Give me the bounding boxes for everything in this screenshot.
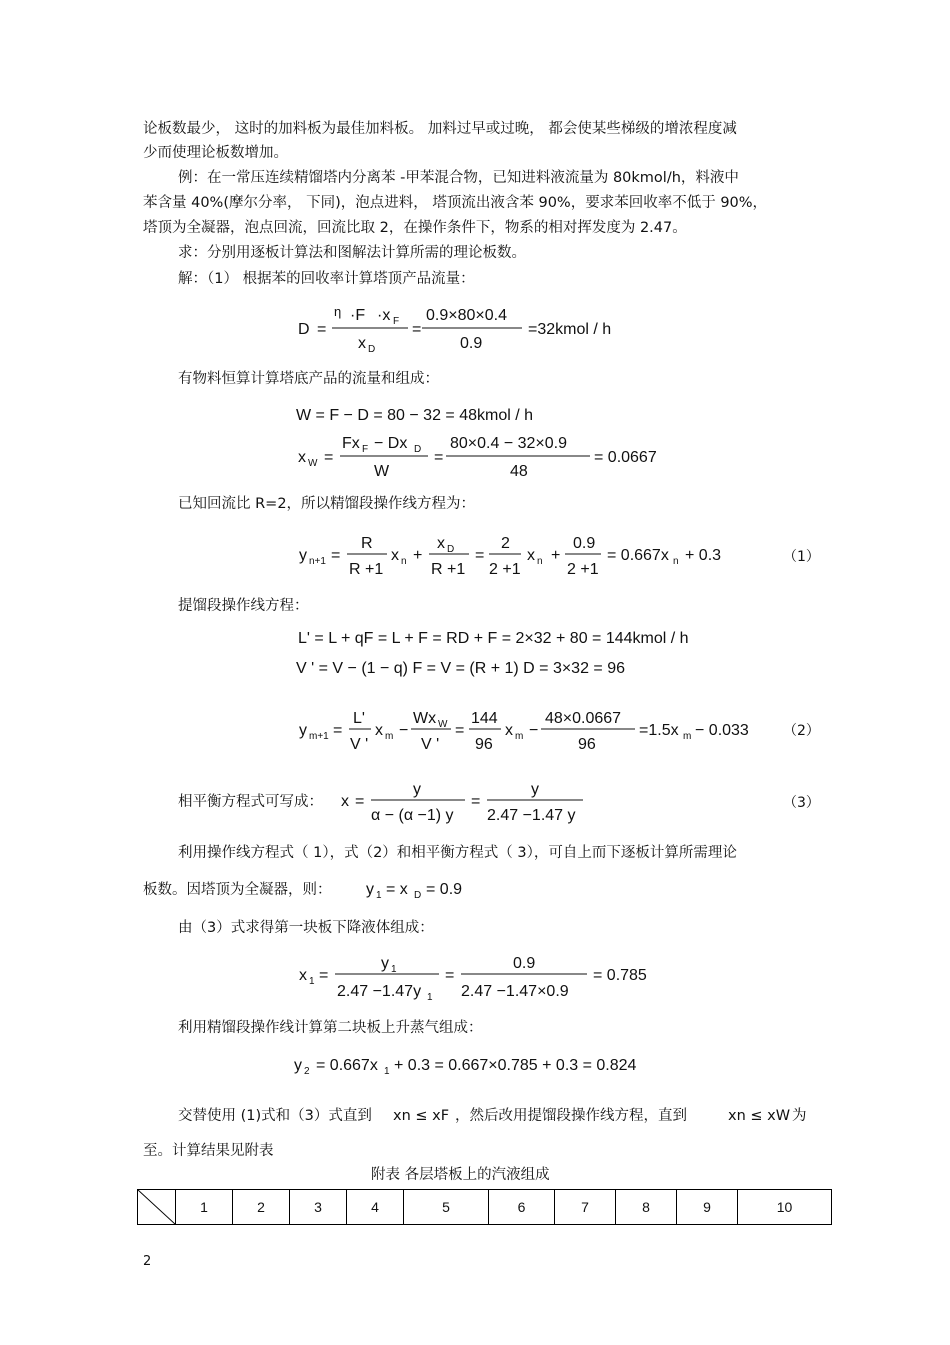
material-balance-line: 有物料恒算计算塔底产品的流量和组成： <box>178 371 439 387</box>
svg-text:2.47 −1.47 y: 2.47 −1.47 y <box>487 807 576 824</box>
svg-text:+: + <box>551 547 561 564</box>
composition-table <box>137 1189 832 1225</box>
svg-text:D: D <box>414 444 422 455</box>
svg-text:2: 2 <box>501 535 510 552</box>
table-header-cell: 8 <box>616 1190 677 1225</box>
svg-text:y: y <box>531 781 539 798</box>
svg-text:Fx: Fx <box>342 435 360 452</box>
svg-text:x: x <box>505 722 513 739</box>
svg-text:x: x <box>299 967 307 984</box>
svg-text:=1.5x: =1.5x <box>639 722 679 739</box>
equation-equilibrium <box>335 778 605 830</box>
svg-text:W: W <box>374 463 390 480</box>
svg-text:= x: = x <box>386 881 408 898</box>
table-header-cell: 3 <box>290 1190 347 1225</box>
svg-text:y: y <box>294 1057 302 1074</box>
svg-text:n+1: n+1 <box>309 556 326 567</box>
svg-text:R +1: R +1 <box>349 561 384 578</box>
svg-text:n: n <box>401 556 407 567</box>
svg-text:0.9: 0.9 <box>513 955 536 972</box>
svg-text:y: y <box>413 781 421 798</box>
svg-text:144: 144 <box>471 710 498 727</box>
svg-text:n: n <box>673 556 679 567</box>
svg-text:= 0.667x: = 0.667x <box>607 547 669 564</box>
table-header-cell: 4 <box>347 1190 404 1225</box>
svg-text:2 +1: 2 +1 <box>489 561 521 578</box>
svg-text:=: = <box>324 449 334 466</box>
equation-number: （2） <box>783 723 820 739</box>
para-line: 论板数最少， 这时的加料板为最佳加料板。 加料过早或过晚， 都会使某些梯级的增浓程度减 <box>143 121 737 137</box>
svg-text:y: y <box>299 722 307 739</box>
svg-text:96: 96 <box>475 736 493 753</box>
table-header-cell: 2 <box>233 1190 290 1225</box>
svg-text:+ 0.3: + 0.3 <box>685 547 722 564</box>
svg-text:F: F <box>362 444 369 455</box>
svg-text:0.9×80×0.4: 0.9×80×0.4 <box>426 307 507 324</box>
svg-text:R +1: R +1 <box>431 561 466 578</box>
svg-text:= 0.667x: = 0.667x <box>316 1057 378 1074</box>
equation-stripping <box>295 705 765 757</box>
svg-text:=: = <box>471 793 481 810</box>
svg-text:D: D <box>368 344 376 355</box>
svg-text:L' = L + qF = L + F = RD +: L' = L + qF = L + F = RD + F = 2×32 + 80 = 144kmol / h <box>298 630 689 647</box>
svg-text:=: = <box>455 722 465 739</box>
para-line: 少而使理论板数增加。 <box>143 145 288 161</box>
svg-text:80×0.4 − 32×0.9: 80×0.4 − 32×0.9 <box>450 435 567 452</box>
svg-text:V ': V ' <box>421 736 440 753</box>
example-line: 苯含量 40%(摩尔分率， 下同)，泡点进料， 塔顶流出液含苯 90%，要求苯回收率不低于 90%， <box>143 195 768 211</box>
svg-text:x: x <box>391 547 399 564</box>
svg-text:x: x <box>298 449 306 466</box>
svg-text:= 0.0667: = 0.0667 <box>594 449 657 466</box>
svg-text:48: 48 <box>510 463 528 480</box>
equation-number: （3） <box>783 795 820 811</box>
example-line: 塔顶为全凝器，泡点回流，回流比取 2，在操作条件下，物系的相对挥发度为 2.47。 <box>143 220 687 236</box>
svg-text:2 +1: 2 +1 <box>567 561 599 578</box>
use-line: 板数。因塔顶为全凝器，则： <box>143 882 332 898</box>
svg-text:− 0.033: − 0.033 <box>695 722 749 739</box>
from3-line: 由（3）式求得第一块板下降液体组成： <box>178 920 434 936</box>
svg-text:=32kmol / h: =32kmol / h <box>528 321 612 338</box>
alt-line-b: xn ≤ xF <box>393 1108 450 1124</box>
equation-D <box>290 300 650 360</box>
stripping-line: 提馏段操作线方程： <box>178 598 309 614</box>
svg-text:=: = <box>445 967 455 984</box>
svg-text:−: − <box>529 722 539 739</box>
svg-text:0.9: 0.9 <box>573 535 596 552</box>
svg-text:=: = <box>333 722 343 739</box>
svg-text:D: D <box>447 544 455 555</box>
svg-text:−: − <box>399 722 409 739</box>
reflux-line: 已知回流比 R=2，所以精馏段操作线方程为： <box>178 496 476 512</box>
svg-text:x: x <box>375 722 383 739</box>
svg-text:m: m <box>515 731 524 742</box>
svg-text:V ' = V − (1 − q) F = V = (: V ' = V − (1 − q) F = V = (R + 1) D = 3×32 = 96 <box>296 660 626 677</box>
svg-text:α − (α −1) y: α − (α −1) y <box>371 807 454 824</box>
svg-text:·F: ·F <box>350 307 366 324</box>
table-header-cell: 6 <box>489 1190 555 1225</box>
svg-text:1: 1 <box>376 890 382 901</box>
table-header-cell: 9 <box>677 1190 738 1225</box>
svg-text:+ 0.3 = 0.667×0.785 + 0.3 = 0.: + 0.3 = 0.667×0.785 + 0.3 = 0.824 <box>394 1057 637 1074</box>
alt-line-e: 为 <box>792 1108 807 1124</box>
svg-text:η: η <box>334 304 342 319</box>
svg-text:=: = <box>317 321 327 338</box>
svg-text:n: n <box>537 556 543 567</box>
equation-x1 <box>295 952 675 1004</box>
equation-W-xW <box>290 400 690 490</box>
svg-text:V ': V ' <box>350 736 369 753</box>
equation-rectifying <box>295 530 745 582</box>
equation-L-V <box>290 625 760 685</box>
svg-text:L': L' <box>353 710 365 727</box>
svg-text:=: = <box>475 547 485 564</box>
question-line: 求：分别用逐板计算法和图解法计算所需的理论板数。 <box>178 245 526 261</box>
svg-text:y: y <box>299 547 307 564</box>
svg-text:=: = <box>319 967 329 984</box>
svg-text:=: = <box>331 547 341 564</box>
svg-text:W: W <box>438 719 448 730</box>
svg-text:= 0.9: = 0.9 <box>426 881 463 898</box>
svg-text:Wx: Wx <box>413 710 437 727</box>
svg-text:R: R <box>361 535 373 552</box>
solution-line: 解：（1） 根据苯的回收率计算塔顶产品流量： <box>178 271 475 287</box>
page-number: 2 <box>143 1254 152 1269</box>
svg-text:1: 1 <box>391 964 397 975</box>
table-header-cell: 5 <box>404 1190 489 1225</box>
svg-text:x: x <box>358 335 366 352</box>
equation-y2 <box>290 1052 690 1080</box>
svg-text:m: m <box>385 731 394 742</box>
svg-text:x: x <box>437 535 445 552</box>
equation-number: （1） <box>783 549 820 565</box>
svg-text:y: y <box>366 881 374 898</box>
svg-text:= 0.785: = 0.785 <box>593 967 647 984</box>
svg-text:x: x <box>341 793 349 810</box>
svg-text:48×0.0667: 48×0.0667 <box>545 710 622 727</box>
svg-text:2: 2 <box>304 1066 310 1077</box>
table-header-row <box>138 1190 832 1225</box>
svg-text:96: 96 <box>578 736 596 753</box>
use-line: 利用操作线方程式（ 1），式（2）和相平衡方程式（ 3），可自上而下逐板计算所需理论 <box>178 845 737 861</box>
svg-text:m+1: m+1 <box>309 731 329 742</box>
svg-text:F: F <box>393 316 400 327</box>
svg-text:W: W <box>308 458 318 469</box>
alt-line-a: 交替使用 (1)式和（3）式直到 <box>178 1108 372 1124</box>
svg-text:1: 1 <box>309 976 315 987</box>
svg-text:=: = <box>434 449 444 466</box>
svg-text:y: y <box>381 955 389 972</box>
svg-text:D: D <box>414 890 422 901</box>
svg-text:1: 1 <box>427 992 433 1003</box>
svg-text:2.47 −1.47×0.9: 2.47 −1.47×0.9 <box>461 983 569 1000</box>
svg-text:=: = <box>355 793 365 810</box>
svg-text:W = F − D = 80 − 32 = 48kmo: W = F − D = 80 − 32 = 48kmol / h <box>296 407 534 424</box>
svg-text:x: x <box>527 547 535 564</box>
table-header-cell: 1 <box>176 1190 233 1225</box>
svg-text:1: 1 <box>384 1066 390 1077</box>
table-header-cell: 10 <box>738 1190 832 1225</box>
svg-text:+: + <box>413 547 423 564</box>
svg-text:− Dx: − Dx <box>374 435 408 452</box>
alt-line-c: ，然后改用提馏段操作线方程，直到 <box>455 1108 687 1124</box>
equation-y1 <box>362 876 482 904</box>
example-line: 例：在一常压连续精馏塔内分离苯 -甲苯混合物，已知进料液流量为 80kmol/h，料液中 <box>178 170 739 186</box>
alt-line-d: xn ≤ xW <box>728 1108 791 1124</box>
equilibrium-line: 相平衡方程式可写成： <box>178 794 323 810</box>
svg-text:·x: ·x <box>377 307 391 324</box>
svg-text:=: = <box>412 321 422 338</box>
table-header-cell: 7 <box>555 1190 616 1225</box>
svg-text:D: D <box>298 321 310 338</box>
use-rect-line: 利用精馏段操作线计算第二块板上升蒸气组成： <box>178 1020 483 1036</box>
svg-text:2.47 −1.47y: 2.47 −1.47y <box>337 983 422 1000</box>
svg-text:0.9: 0.9 <box>460 335 483 352</box>
table-corner-cell <box>138 1190 176 1225</box>
alt-line-2: 至。计算结果见附表 <box>143 1143 274 1159</box>
table-caption: 附表 各层塔板上的汽液组成 <box>371 1167 550 1183</box>
svg-text:m: m <box>683 731 692 742</box>
